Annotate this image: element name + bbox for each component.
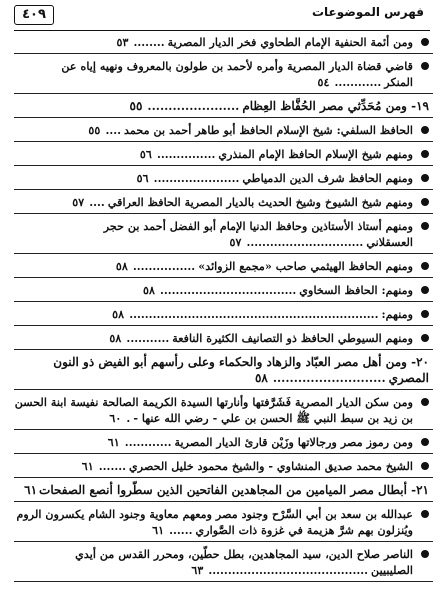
leader-dots: ............ [334,75,382,89]
toc-entry [14,218,433,254]
entry-text: عبدالله بن سعد بن أبي السَّرْح وجنود مصر ومعهم معاوية وجنود الشام يكسرون الروم ويُنزلون بهم شرَّ هزيمة في غزوة ذات الصَّواري [16,507,413,537]
toc-section-heading [14,98,433,118]
entry-text: ١٩- ومن مُحَدِّثي مصر الحُفَّاظ العِظام [242,99,429,113]
entry-text: ٢١- أبطال مصر الميامين من المجاهدين الفاتحين الذين سطّروا أنصع الصفحات [39,483,429,497]
leader-dots: ................ [132,259,196,273]
entry-page: ٦١ [107,435,120,449]
bullet-icon [421,222,429,230]
bullet-icon [421,286,429,294]
leader-dots: .............................. [246,235,364,249]
leader-dots: .... [89,195,105,209]
entry-page: ٦١ [24,483,38,497]
leader-dots: ....... [98,459,127,473]
leader-dots: ...................... [147,99,240,113]
toc-entry [14,146,433,166]
leader-dots: . [126,411,131,425]
entry-text: الشيخ محمد صديق المنشاوي - والشيخ محمود خليل الحصري [129,459,413,473]
leader-dots: .... [105,123,122,137]
toc-entry [14,330,433,350]
leader-dots: ...................... [153,171,240,185]
bullet-icon [421,550,429,558]
entry-text: ومن أئمة الحنفية الإمام الطحاوي فخر الديار المصرية [167,35,413,49]
entry-text: ومنهم: [381,307,413,321]
entry-page: ٥٣ [116,35,129,49]
bullet-icon [421,62,429,70]
entry-text: ومنهم الحافظ شرف الدين الدمياطي [242,171,413,185]
entry-page: ٦١ [152,523,165,537]
bullet-icon [421,174,429,182]
entry-page: ٥٥ [129,99,143,113]
entry-text: ومنهم أستاذ الأستاذين وحافظ الدنيا الإمام أبو الفضل أحمد بن حجر العسقلاني [103,219,413,249]
entry-page: ٥٦ [139,147,152,161]
toc-entry [14,306,433,326]
toc-entry [14,506,433,542]
page-title: فهرس الموضوعات [311,5,424,19]
page-number-box: ٤٠٩ [14,5,54,25]
toc-entry [14,546,433,582]
bullet-icon [421,38,429,46]
entry-text: قاضي قضاة الديار المصرية وأمره لأحمد بن طولون بالمعروف ونهيه إياه عن المنكر [61,59,413,89]
bullet-icon [421,262,429,270]
entry-text: ومن سكن الديار المصرية فَشَرَّفتها وأنارتها السيدة الكريمة الصالحة نفيسة ابنة الحسن بن زيد بن سبط النبي ﷺ الحسن بن علي - رضي الله عنها - [14,395,413,425]
bullet-icon [421,438,429,446]
toc-entry [14,282,433,302]
toc-entry [14,258,433,278]
entry-page: ٦٣ [191,563,204,577]
toc-entry [14,458,433,478]
entry-text: الناصر صلاح الدين، سيد المجاهدين، بطل حطّين، ومحرر القدس من أيدي الصليبيين [75,547,413,577]
toc-entry [14,34,433,54]
leader-dots: ................................................................ [129,307,379,321]
entry-page: ٥٨ [142,283,155,297]
entry-text: ومن رموز مصر ورجالاتها وزَيْن قارئ الديار المصرية [174,435,413,449]
entry-page: ٦١ [81,459,94,473]
page-header [14,2,430,31]
entry-page: ٥٨ [109,331,122,345]
leader-dots: ............... [156,147,216,161]
toc-entry [14,58,433,94]
leader-dots: ........ [133,35,165,49]
leader-dots: ........................... [272,371,386,385]
entry-text: ومنهم: الحافظ السخاوي [299,283,413,297]
entry-text: ومنهم شيخ الإسلام الحافظ الإمام المنذري [218,147,413,161]
bullet-icon [421,462,429,470]
leader-dots: ......................................... [208,563,369,577]
bullet-icon [421,334,429,342]
bullet-icon [421,126,429,134]
entry-page: ٦٠ [109,411,122,425]
toc-entry [14,170,433,190]
toc-section-heading [14,482,433,502]
toc-entry [14,394,433,430]
bullet-icon [421,150,429,158]
toc-entry [14,122,433,142]
entry-text: ومنهم الحافظ الهيثمي صاحب «مجمع الزوائد» [198,259,413,273]
entry-page: ٥٧ [72,195,85,209]
entry-text: ومنهم السيوطي الحافظ ذو التصانيف الكثيرة النافعة [172,331,413,345]
entry-page: ٥٦ [136,171,149,185]
entry-page: ٥٥ [88,123,101,137]
entry-page: ٥٨ [254,371,268,385]
toc-entry [14,434,433,454]
leader-dots: ................................... [159,283,297,297]
entry-text: الحافظ السلفي: شيخ الإسلام الحافظ أبو طاهر أحمد بن محمد [124,123,413,137]
bullet-icon [421,398,429,406]
toc-section-heading [14,354,433,390]
entry-page: ٥٤ [317,75,330,89]
entry-text: ٢٠- ومن أهل مصر العبّاد والزهاد والحكماء وعلى رأسهم أبو الفيض ذو النون المصري [53,355,429,385]
bullet-icon [421,510,429,518]
toc-entry [14,194,433,214]
entry-page: ٥٨ [115,259,128,273]
bullet-icon [421,198,429,206]
toc-list [14,34,433,586]
entry-page: ٥٧ [229,235,242,249]
leader-dots: ........... [126,331,170,345]
entry-page: ٥٨ [112,307,125,321]
entry-text: ومنهم شيخ الشيوخ وشيخ الحديث بالديار المصرية الحافظ العراقي [107,195,413,209]
bullet-icon [421,310,429,318]
leader-dots: ...... [169,523,193,537]
leader-dots: ............ [124,435,172,449]
